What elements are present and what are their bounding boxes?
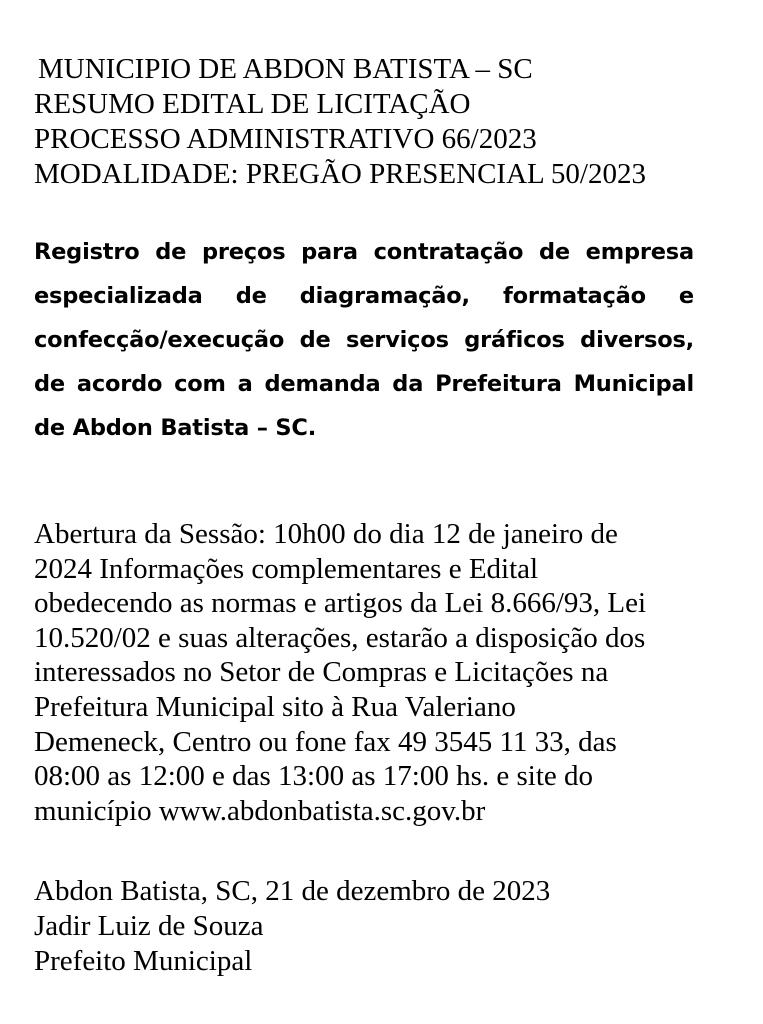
signatory-title: Prefeito Municipal [34,945,253,977]
signatory-name: Jadir Luiz de Souza [34,910,264,942]
body-line: Abertura da Sessão: 10h00 do dia 12 de janeiro de [34,518,618,550]
municipality-name: MUNICIPIO DE ABDON BATISTA – SC [38,53,533,85]
body-line: 2024 Informações complementares e Edital [34,552,539,585]
process-number: PROCESSO ADMINISTRATIVO 66/2023 [34,123,537,155]
session-information [34,517,734,828]
document-header [34,52,734,192]
place-and-date: Abdon Batista, SC, 21 de dezembro de 2023 [34,875,551,907]
document-title: RESUMO EDITAL DE LICITAÇÃO [34,88,471,120]
body-line: Demeneck, Centro ou fone fax 49 3545 11 33, das [34,725,617,758]
body-line: 08:00 as 12:00 e das 13:00 as 17:00 hs. e site do [34,760,594,793]
body-line: Prefeitura Municipal sito à Rua Valeriano [34,690,516,723]
modality: MODALIDADE: PREGÃO PRESENCIAL 50/2023 [34,158,646,190]
signature-block [34,874,734,979]
body-line: 10.520/02 e suas alterações, estarão a disposição dos [34,621,646,654]
body-line: interessados no Setor de Compras e Licitações na [34,656,609,689]
bid-object-description: Registro de preços para contratação de empresa especializada de diagramação, formatação e confecção/execução de serviços gráficos diversos, de acordo com a demanda da Prefeitura Municipal de Abdon Batista – SC. [34,239,694,441]
body-line: município www.abdonbatista.sc.gov.br [34,794,486,827]
body-line: obedecendo as normas e artigos da Lei 8.666/93, Lei [34,587,647,620]
